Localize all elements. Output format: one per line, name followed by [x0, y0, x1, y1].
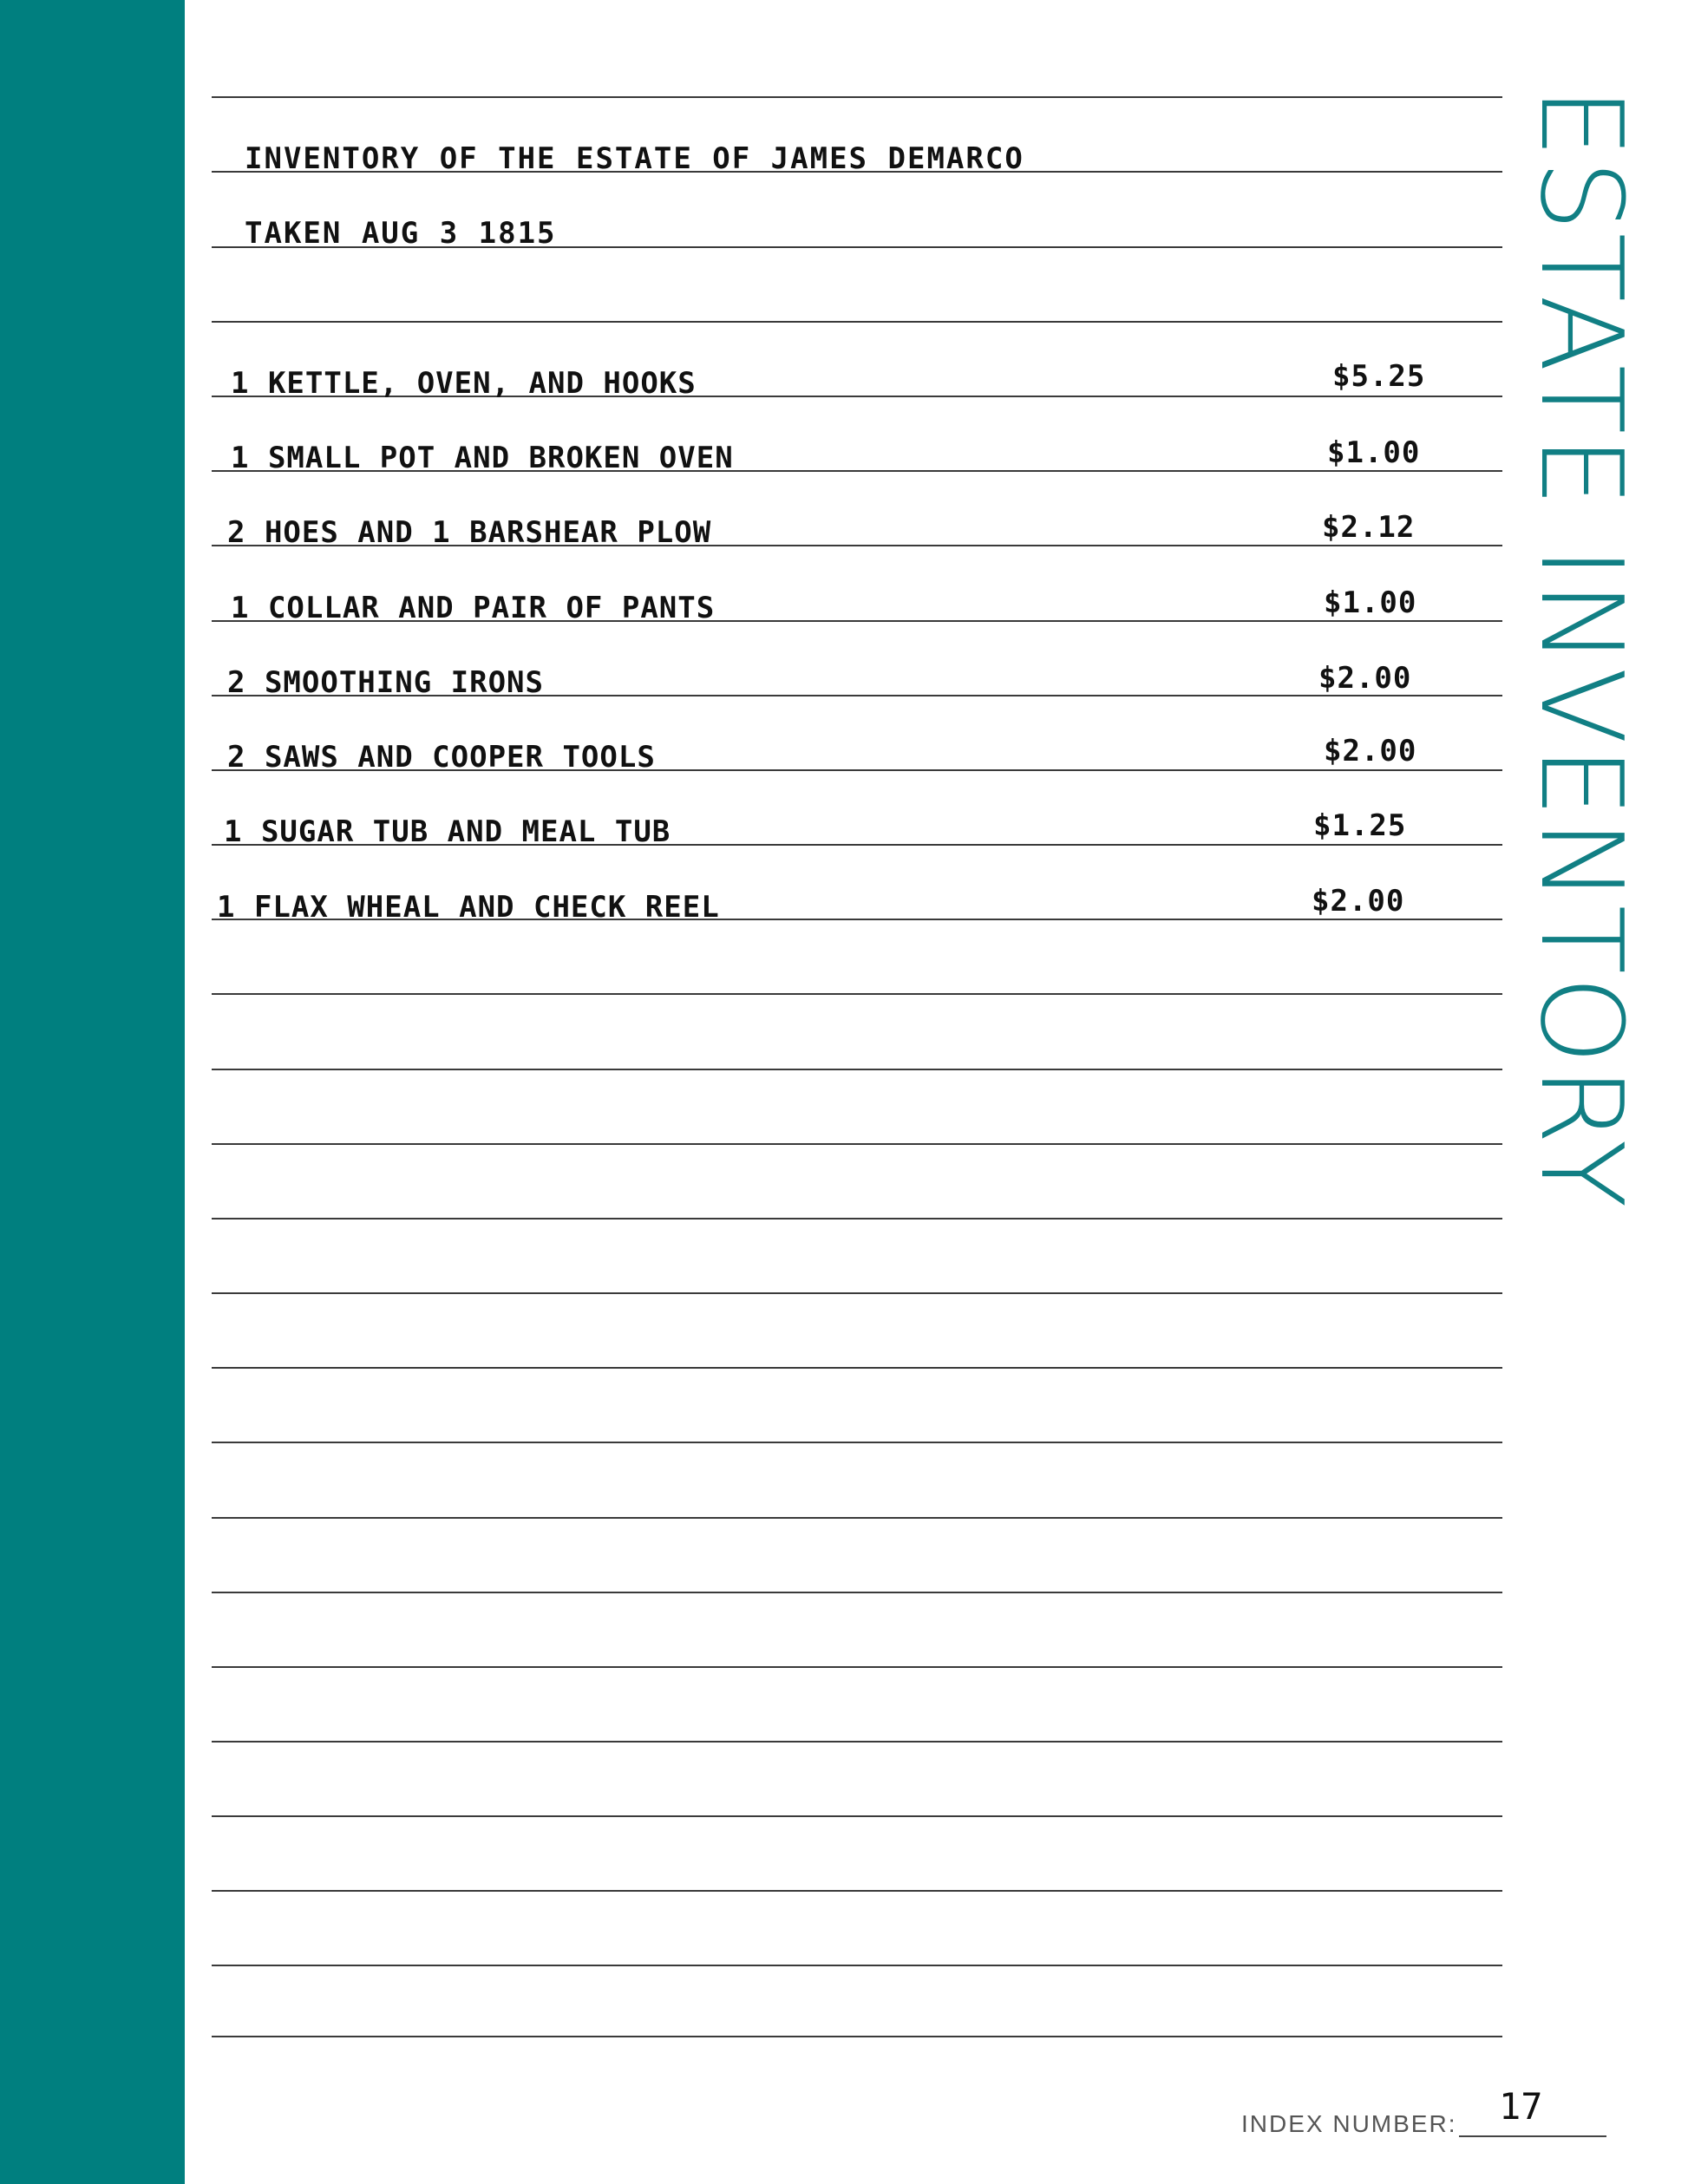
item-description: 2 HOES AND 1 BARSHEAR PLOW [227, 515, 712, 550]
item-amount: $1.00 [1327, 435, 1421, 470]
item-amount: $2.00 [1312, 884, 1405, 919]
estate-inventory-title: ESTATE INVENTORY [1515, 87, 1647, 1210]
rule-line [212, 1815, 1502, 1817]
rule-line [212, 1965, 1502, 1966]
rule-line [212, 321, 1502, 323]
ruled-lines [212, 0, 1502, 2184]
rule-line [212, 1890, 1502, 1892]
rule-line [212, 1367, 1502, 1369]
index-number-label: INDEX NUMBER: [1241, 2110, 1457, 2137]
rule-line [212, 2036, 1502, 2037]
item-description: 2 SMOOTHING IRONS [227, 665, 544, 700]
item-amount: $2.00 [1324, 734, 1417, 768]
index-number-line [1459, 2135, 1606, 2137]
rule-line [212, 1666, 1502, 1668]
rule-line [212, 993, 1502, 995]
item-amount: $1.00 [1324, 585, 1417, 620]
rule-line [212, 1292, 1502, 1294]
rule-line [212, 1218, 1502, 1220]
item-description: 2 SAWS AND COOPER TOOLS [227, 740, 656, 775]
teal-sidebar [0, 0, 185, 2184]
item-amount: $5.25 [1332, 359, 1426, 394]
index-number-value: 17 [1499, 2085, 1543, 2128]
rule-line [212, 1069, 1502, 1070]
item-description: 1 KETTLE, OVEN, AND HOOKS [231, 366, 697, 401]
item-description: 1 COLLAR AND PAIR OF PANTS [231, 591, 716, 625]
item-amount: $2.12 [1322, 510, 1416, 545]
item-description: 1 FLAX WHEAL AND CHECK REEL [217, 890, 720, 925]
rule-line [212, 1442, 1502, 1443]
item-amount: $1.25 [1313, 808, 1407, 843]
item-description: 1 SUGAR TUB AND MEAL TUB [224, 814, 671, 849]
rule-line [212, 1741, 1502, 1743]
rule-line [212, 1592, 1502, 1593]
item-amount: $2.00 [1318, 661, 1412, 696]
rule-line [212, 1517, 1502, 1519]
rule-line [212, 96, 1502, 98]
inventory-date: TAKEN AUG 3 1815 [245, 216, 557, 251]
item-description: 1 SMALL POT AND BROKEN OVEN [231, 441, 734, 475]
rule-line [212, 1143, 1502, 1145]
inventory-heading: INVENTORY OF THE ESTATE OF JAMES DEMARCO [245, 141, 1024, 176]
